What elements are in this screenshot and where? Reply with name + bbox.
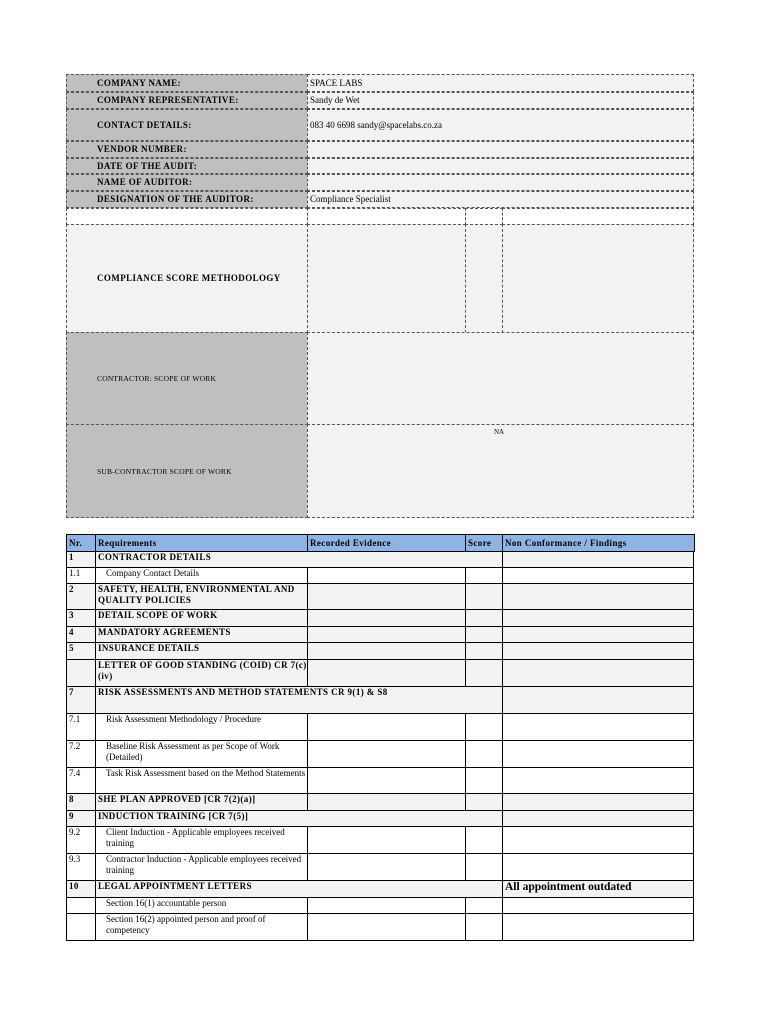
row-evidence-cell[interactable] <box>307 767 466 794</box>
sub-scope-text: NA <box>494 428 505 436</box>
row-requirement: LEGAL APPOINTMENT LETTERS <box>95 880 503 898</box>
row-number: 1 <box>66 551 96 568</box>
row-findings-cell[interactable] <box>502 793 694 811</box>
row-requirement: DETAIL SCOPE OF WORK <box>95 609 308 627</box>
row-number <box>66 659 96 687</box>
row-evidence-cell[interactable] <box>307 659 466 687</box>
row-number: 1.1 <box>66 567 96 584</box>
col-nr-header: Nr. <box>66 534 96 552</box>
row-number: 9.3 <box>66 853 96 881</box>
spacer-cell <box>66 208 308 225</box>
row-requirement: Baseline Risk Assessment as per Scope of Work (Detailed) <box>95 740 308 768</box>
row-requirement: INSURANCE DETAILS <box>95 642 308 660</box>
methodology-label: COMPLIANCE SCORE METHODOLOGY <box>66 224 308 333</box>
row-requirement: LETTER OF GOOD STANDING (COID) CR 7(c)(iv) <box>95 659 308 687</box>
row-number: 10 <box>66 880 96 898</box>
row-findings-cell[interactable] <box>502 826 694 854</box>
col-findings-header: Non Conformance / Findings <box>502 534 695 552</box>
header-label: NAME OF AUDITOR: <box>66 174 308 191</box>
row-findings-cell[interactable] <box>502 551 694 568</box>
row-number: 7.4 <box>66 767 96 794</box>
row-number: 4 <box>66 626 96 643</box>
header-value[interactable] <box>307 158 694 174</box>
row-evidence-cell[interactable] <box>307 826 466 854</box>
row-requirement: Risk Assessment Methodology / Procedure <box>95 713 308 741</box>
row-findings-cell[interactable] <box>502 913 694 941</box>
row-score-cell[interactable] <box>465 713 503 741</box>
header-label: VENDOR NUMBER: <box>66 141 308 158</box>
row-findings-cell[interactable] <box>502 609 694 627</box>
row-score-cell[interactable] <box>465 793 503 811</box>
row-score-cell[interactable] <box>465 659 503 687</box>
row-evidence-cell[interactable] <box>307 626 466 643</box>
header-label: COMPANY NAME: <box>66 74 308 92</box>
row-requirement: Task Risk Assessment based on the Method Statements <box>95 767 308 794</box>
row-evidence-cell[interactable] <box>307 567 466 584</box>
row-evidence-cell[interactable] <box>307 642 466 660</box>
header-value[interactable]: Sandy de Wet <box>307 92 694 109</box>
row-number: 9 <box>66 810 96 827</box>
row-score-cell[interactable] <box>465 626 503 643</box>
row-number: 7.1 <box>66 713 96 741</box>
row-requirement: Section 16(1) accountable person <box>95 897 308 914</box>
row-score-cell[interactable] <box>465 826 503 854</box>
row-score-cell[interactable] <box>465 583 503 610</box>
row-evidence-cell[interactable] <box>307 853 466 881</box>
header-value[interactable] <box>307 141 694 158</box>
row-requirement: SHE PLAN APPROVED [CR 7(2)(a)] <box>95 793 308 811</box>
scope-label: CONTRACTOR: SCOPE OF WORK <box>66 332 308 425</box>
row-findings-cell[interactable]: All appointment outdated <box>502 880 694 898</box>
spacer-cell <box>307 208 466 225</box>
row-score-cell[interactable] <box>465 913 503 941</box>
row-number: 3 <box>66 609 96 627</box>
row-number: 8 <box>66 793 96 811</box>
header-value[interactable]: 083 40 6698 sandy@spacelabs.co.za <box>307 109 694 141</box>
row-evidence-cell[interactable] <box>307 913 466 941</box>
row-score-cell[interactable] <box>465 853 503 881</box>
methodology-cell[interactable] <box>307 224 466 333</box>
row-findings-cell[interactable] <box>502 810 694 827</box>
row-score-cell[interactable] <box>465 642 503 660</box>
row-requirement: Contractor Induction - Applicable employees received training <box>95 853 308 881</box>
row-findings-cell[interactable] <box>502 853 694 881</box>
row-score-cell[interactable] <box>465 767 503 794</box>
header-value[interactable]: Compliance Specialist <box>307 191 694 208</box>
header-label: DESIGNATION OF THE AUDITOR: <box>66 191 308 208</box>
header-value[interactable] <box>307 174 694 191</box>
methodology-cell[interactable] <box>502 224 694 333</box>
spacer-cell <box>465 208 503 225</box>
scope-value[interactable] <box>307 332 694 425</box>
row-findings-cell[interactable] <box>502 642 694 660</box>
row-requirement: Company Contact Details <box>95 567 308 584</box>
row-score-cell[interactable] <box>465 609 503 627</box>
header-value[interactable]: SPACE LABS <box>307 74 694 92</box>
row-findings-cell[interactable] <box>502 713 694 741</box>
row-number: 2 <box>66 583 96 610</box>
row-number: 5 <box>66 642 96 660</box>
row-findings-cell[interactable] <box>502 897 694 914</box>
row-requirement: SAFETY, HEALTH, ENVIRONMENTAL AND QUALITY POLICIES <box>95 583 308 610</box>
row-evidence-cell[interactable] <box>307 897 466 914</box>
row-evidence-cell[interactable] <box>307 740 466 768</box>
row-findings-cell[interactable] <box>502 767 694 794</box>
row-score-cell[interactable] <box>465 567 503 584</box>
row-findings-cell[interactable] <box>502 686 694 714</box>
row-requirement: CONTRACTOR DETAILS <box>95 551 503 568</box>
spacer-cell <box>502 208 694 225</box>
col-score-header: Score <box>465 534 503 552</box>
row-score-cell[interactable] <box>465 897 503 914</box>
header-label: COMPANY REPRESENTATIVE: <box>66 92 308 109</box>
row-requirement: RISK ASSESSMENTS AND METHOD STATEMENTS CR 9(1) & S8 <box>95 686 503 714</box>
row-requirement: Client Induction - Applicable employees received training <box>95 826 308 854</box>
row-evidence-cell[interactable] <box>307 583 466 610</box>
row-evidence-cell[interactable] <box>307 793 466 811</box>
row-score-cell[interactable] <box>465 740 503 768</box>
row-number: 7.2 <box>66 740 96 768</box>
methodology-cell[interactable] <box>465 224 503 333</box>
row-number: 9.2 <box>66 826 96 854</box>
row-findings-cell[interactable] <box>502 659 694 687</box>
row-findings-cell[interactable] <box>502 626 694 643</box>
row-evidence-cell[interactable] <box>307 609 466 627</box>
sub-scope-label: SUB-CONTRACTOR SCOPE OF WORK <box>66 424 308 518</box>
row-requirement: INDUCTION TRAINING [CR 7(5)] <box>95 810 503 827</box>
sub-scope-value[interactable] <box>307 424 694 518</box>
header-label: DATE OF THE AUDIT: <box>66 158 308 174</box>
row-number <box>66 913 96 941</box>
col-evidence-header: Recorded Evidence <box>307 534 466 552</box>
row-requirement: Section 16(2) appointed person and proof of competency <box>95 913 308 941</box>
row-findings-cell[interactable] <box>502 583 694 610</box>
row-findings-cell[interactable] <box>502 567 694 584</box>
row-findings-cell[interactable] <box>502 740 694 768</box>
header-label: CONTACT DETAILS: <box>66 109 308 141</box>
row-number: 7 <box>66 686 96 714</box>
row-evidence-cell[interactable] <box>307 713 466 741</box>
row-number <box>66 897 96 914</box>
row-requirement: MANDATORY AGREEMENTS <box>95 626 308 643</box>
col-requirements-header: Requirements <box>95 534 308 552</box>
